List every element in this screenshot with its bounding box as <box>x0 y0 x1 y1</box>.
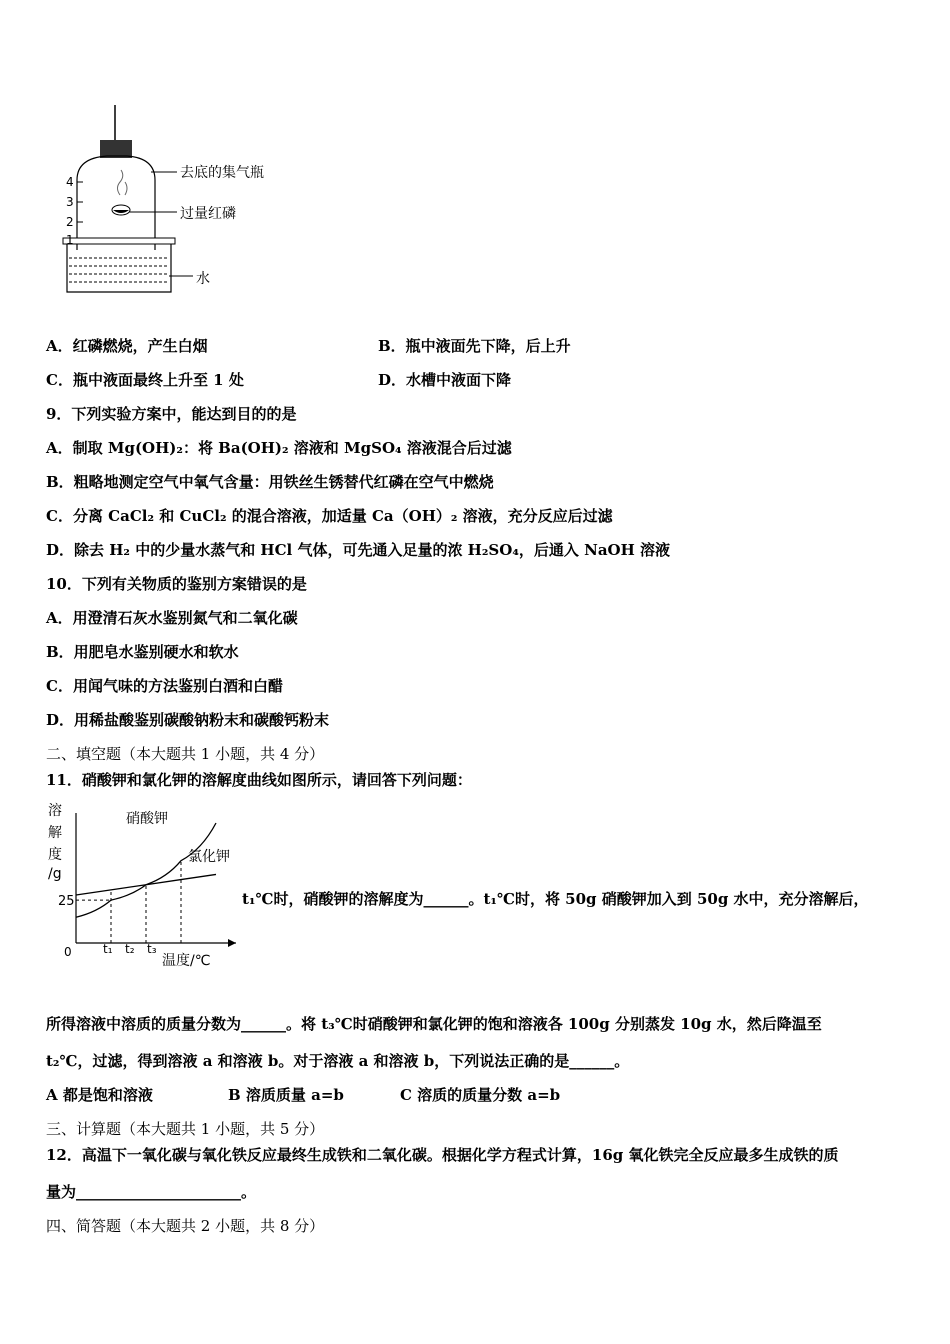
y-axis-label-char-4: /g <box>48 866 62 882</box>
q12-line-1: 12．高温下一氧化碳与氧化铁反应最终生成铁和二氧化碳。根据化学方程式计算，16g 氧化铁完全反应最多生成铁的质 <box>46 1146 839 1164</box>
q11-option-b[interactable]: B 溶质质量 a=b <box>228 1086 344 1104</box>
q12-line-2: 量为______________________。 <box>46 1183 257 1201</box>
y-tick-label-25: 25 <box>58 894 75 909</box>
q11-text-line-2: 所得溶液中溶质的质量分数为______。将 t₃℃时硝酸钾和氯化钾的饱和溶液各 100g 分别蒸发 10g 水，然后降温至 <box>46 1015 822 1033</box>
q10-option-d[interactable]: D．用稀盐酸鉴别碳酸钠粉末和碳酸钙粉末 <box>46 711 330 729</box>
x-axis-label: 温度/℃ <box>162 953 211 969</box>
q10-option-b[interactable]: B．用肥皂水鉴别硬水和软水 <box>46 643 239 661</box>
scale-label-1: 1 <box>66 233 74 247</box>
q8-option-b[interactable]: B．瓶中液面先下降，后上升 <box>378 337 571 355</box>
q11-text-line-1: t₁℃时，硝酸钾的溶解度为______。t₁℃时，将 50g 硝酸钾加入到 50g 水中，充分溶解后， <box>242 890 869 908</box>
series-line-kcl <box>76 874 216 895</box>
section-fill-in-heading: 二、填空题（本大题共 1 小题，共 4 分） <box>46 745 325 763</box>
q9-option-a[interactable]: A．制取 Mg(OH)₂：将 Ba(OH)₂ 溶液和 MgSO₄ 溶液混合后过滤 <box>46 439 512 457</box>
q10-option-c[interactable]: C．用闻气味的方法鉴别白酒和白醋 <box>46 677 283 695</box>
q8-option-a[interactable]: A．红磷燃烧，产生白烟 <box>46 337 208 355</box>
x-axis-arrow <box>228 939 236 947</box>
bottle-label: 去底的集气瓶 <box>180 165 264 181</box>
section-short-answer-heading: 四、简答题（本大题共 2 小题，共 8 分） <box>46 1217 325 1235</box>
q9-option-c[interactable]: C．分离 CaCl₂ 和 CuCl₂ 的混合溶液，加适量 Ca（OH）₂ 溶液，充分反应后过滤 <box>46 507 613 525</box>
water-label: 水 <box>196 271 210 287</box>
x-tick-label-t2: t₂ <box>125 942 135 956</box>
y-axis-label-char-2: 解 <box>48 825 62 841</box>
q9-option-d[interactable]: D．除去 H₂ 中的少量水蒸气和 HCl 气体，可先通入足量的浓 H₂SO₄，后通入 NaOH 溶液 <box>46 541 670 559</box>
y-axis-label-char-3: 度 <box>48 847 62 863</box>
q11-stem: 11．硝酸钾和氯化钾的溶解度曲线如图所示，请回答下列问题： <box>46 771 472 789</box>
q10-option-a[interactable]: A．用澄清石灰水鉴别氮气和二氧化碳 <box>46 609 298 627</box>
q11-option-a[interactable]: A 都是饱和溶液 <box>46 1086 153 1104</box>
series-label-kno3: 硝酸钾 <box>126 811 168 827</box>
y-axis-label-char-1: 溶 <box>48 803 62 819</box>
q11-option-c[interactable]: C 溶质的质量分数 a=b <box>400 1086 561 1104</box>
q9-option-b[interactable]: B．粗略地测定空气中氧气含量：用铁丝生锈替代红磷在空气中燃烧 <box>46 473 494 491</box>
section-calculation-heading: 三、计算题（本大题共 1 小题，共 5 分） <box>46 1120 325 1138</box>
q9-stem: 9．下列实验方案中，能达到目的的是 <box>46 405 297 423</box>
x-tick-label-t1: t₁ <box>103 942 113 956</box>
series-line-kno3 <box>76 823 216 917</box>
scale-label-2: 2 <box>66 215 74 229</box>
q8-option-c[interactable]: C．瓶中液面最终上升至 1 处 <box>46 371 244 389</box>
origin-label: 0 <box>64 945 72 959</box>
phosphorus-label: 过量红磷 <box>180 206 236 222</box>
q10-stem: 10．下列有关物质的鉴别方案错误的是 <box>46 575 307 593</box>
q8-option-d[interactable]: D．水槽中液面下降 <box>378 371 512 389</box>
apparatus-figure <box>55 100 295 300</box>
series-label-kcl: 氯化钾 <box>188 849 230 865</box>
scale-label-3: 3 <box>66 195 74 209</box>
scale-label-4: 4 <box>66 175 74 189</box>
q11-text-line-3: t₂℃，过滤，得到溶液 a 和溶液 b。对于溶液 a 和溶液 b，下列说法正确的是______。 <box>46 1052 630 1070</box>
x-tick-label-t3: t₃ <box>147 942 157 956</box>
